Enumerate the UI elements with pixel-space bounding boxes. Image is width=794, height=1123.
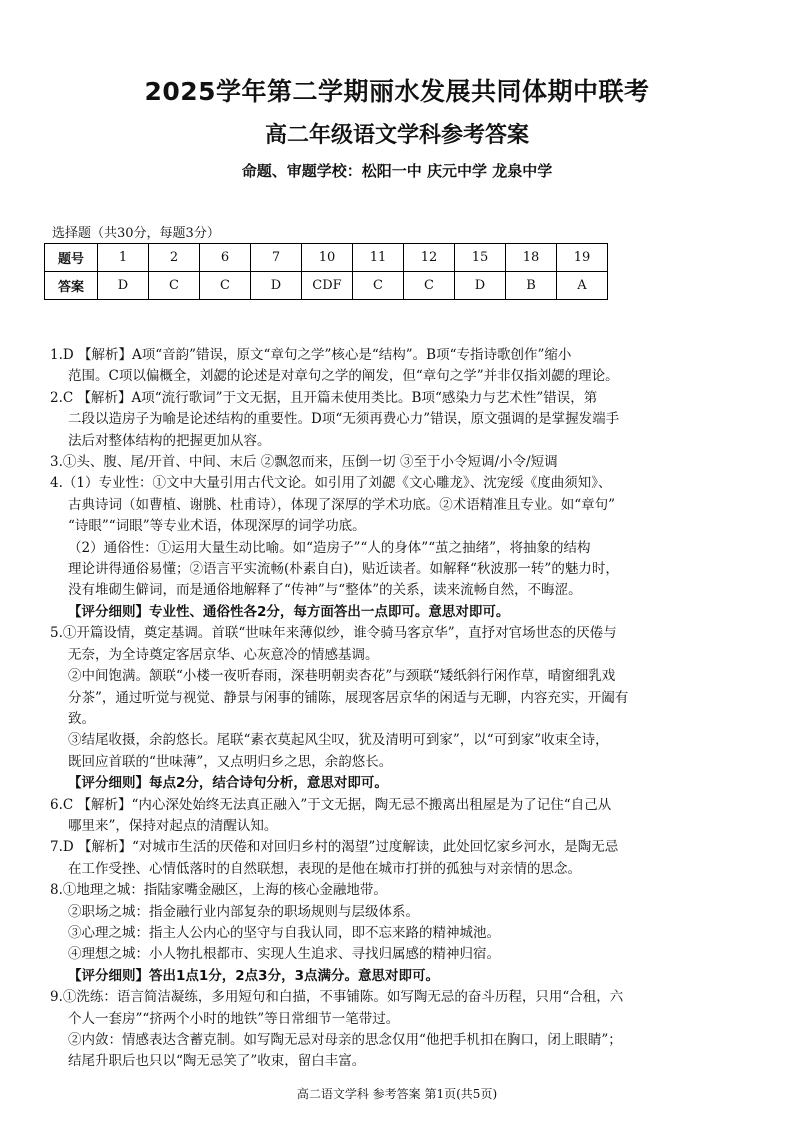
question-number: 1 xyxy=(98,244,149,272)
text-line: 没有堆砌生僻词，而是通俗地解释了“传神”与“整体”的关系，读来流畅自然，不晦涩。 xyxy=(68,582,582,599)
table-row xyxy=(45,244,608,272)
text-line: 8.①地理之城：指陆家嘴金融区，上海的核心金融地带。 xyxy=(50,882,387,899)
text-line: 结尾升职后也只以“陶无忌笑了”收束，留白丰富。 xyxy=(68,1053,366,1070)
answer-cell: B xyxy=(506,272,557,300)
table-row xyxy=(45,272,608,300)
text-line: 分茶”，通过听觉与视觉、静景与闲事的铺陈，展现客居京华的闲适与无聊，内容充实，开阖有 xyxy=(68,689,629,706)
table-caption: 选择题（共30分，每题3分） xyxy=(52,226,220,241)
question-number: 12 xyxy=(404,244,455,272)
text-line: 2.C 【解析】A项“流行歌词”于文无据，且开篇未使用类比。B项“感染力与艺术性”错误，第 xyxy=(50,389,598,406)
question-number: 7 xyxy=(251,244,302,272)
text-line: 5.①开篇设情，奠定基调。首联“世味年来薄似纱，谁令骑马客京华”，直抒对官场世态的厌倦与 xyxy=(50,625,617,642)
answer-cell: C xyxy=(149,272,200,300)
text-line: ②中间饱满。颔联“小楼一夜听春雨，深巷明朝卖杏花”与颈联“矮纸斜行闲作草，晴窗细乳戏 xyxy=(68,668,616,685)
page-subtitle: 高二年级语文学科参考答案 xyxy=(264,123,529,148)
answer-explanations xyxy=(50,345,746,1073)
text-line: 理论讲得通俗易懂；②语言平实流畅(朴素自白)，贴近读者。如解释“秋波那一转”的魅力时， xyxy=(68,561,619,578)
answer-cell: A xyxy=(557,272,608,300)
answer-cell: CDF xyxy=(302,272,353,300)
text-line: 9.①洗练：语言简洁凝练，多用短句和白描，不事铺陈。如写陶无忌的奋斗历程，只用“合租，六 xyxy=(50,989,624,1006)
text-line: 无奈，为全诗奠定客居京华、心灰意冷的情感基调。 xyxy=(68,646,379,663)
question-number: 2 xyxy=(149,244,200,272)
text-line: 法后对整体结构的把握更加从容。 xyxy=(68,432,271,449)
answer-cell: C xyxy=(200,272,251,300)
text-line: ②内敛：情感表达含蓄克制。如写陶无忌对母亲的思念仅用“他把手机扣在胸口，闭上眼睛”； xyxy=(68,1032,622,1048)
question-number: 6 xyxy=(200,244,251,272)
text-line: 古典诗词（如曹植、谢朓、杜甫诗），体现了深厚的学术功底。②术语精准且专业。如“章句” xyxy=(68,496,616,513)
answer-cell: C xyxy=(353,272,404,300)
text-line: 7.D 【解析】“对城市生活的厌倦和对回归乡村的渴望”过度解读，此处回忆家乡河水，是陶无忌 xyxy=(50,839,619,856)
text-line: 范围。C项以偏概全，刘勰的论述是对章句之学的阐发，但“章句之学”并非仅指刘勰的理论。 xyxy=(68,368,619,385)
question-number: 19 xyxy=(557,244,608,272)
text-line: 哪里来”，保持对起点的清醒认知。 xyxy=(68,817,278,834)
question-number: 15 xyxy=(455,244,506,272)
page-title: 2025学年第二学期丽水发展共同体期中联考 xyxy=(144,77,650,106)
question-number: 11 xyxy=(353,244,404,272)
row-label-answer: 答案 xyxy=(45,272,98,300)
text-line: 3.①头、腹、尾/开首、中间、末后 ②飘忽而来，压倒一切 ③至于小令短调/小令/短调 xyxy=(50,454,558,471)
question-number: 18 xyxy=(506,244,557,272)
answer-cell: C xyxy=(404,272,455,300)
text-line: 致。 xyxy=(68,710,95,727)
scoring-rule: 【评分细则】每点2分，结合诗句分析，意思对即可。 xyxy=(68,775,388,792)
row-label-number: 题号 xyxy=(45,244,98,272)
text-line: 4.（1）专业性：①文中大量引用古代文论。如引用了刘勰《文心雕龙》、沈宠绥《度曲须知》、 xyxy=(50,475,612,492)
text-line: 既回应首联的“世味薄”，又点明归乡之思，余韵悠长。 xyxy=(68,753,393,770)
text-line: 6.C 【解析】“内心深处始终无法真正融入”于文无据，陶无忌不搬离出租屋是为了记住“自己从 xyxy=(50,796,612,813)
text-line: ④理想之城：小人物扎根都市、实现人生追求、寻找归属感的精神归宿。 xyxy=(68,946,500,963)
text-line: 1.D 【解析】A项“音韵”错误，原文“章句之学”核心是“结构”。B项“专指诗歌创作”缩小 xyxy=(50,347,572,363)
scoring-rule: 【评分细则】专业性、通俗性各2分，每方面答出一点即可。意思对即可。 xyxy=(68,603,510,620)
answer-cell: D xyxy=(455,272,506,300)
author-schools: 命题、审题学校：松阳一中 庆元中学 龙泉中学 xyxy=(241,162,553,180)
answer-cell: D xyxy=(98,272,149,300)
scoring-rule: 【评分细则】答出1点1分，2点3分，3点满分。意思对即可。 xyxy=(68,967,439,984)
text-line: 二段以造房子为喻是论述结构的重要性。D项“无须再费心力”错误，原文强调的是掌握发端手 xyxy=(68,411,620,428)
text-line: ③心理之城：指主人公内心的坚守与自我认同，即不忘来路的精神城池。 xyxy=(68,924,500,941)
text-line: 在工作受挫、心情低落时的自然联想，表现的是他在城市打拼的孤独与对亲情的思念。 xyxy=(68,860,581,877)
page-footer: 高二语文学科 参考答案 第1页(共5页) xyxy=(296,1087,498,1101)
answer-cell: D xyxy=(251,272,302,300)
question-number: 10 xyxy=(302,244,353,272)
text-line: ②职场之城：指金融行业内部复杂的职场规则与层级体系。 xyxy=(68,903,419,920)
text-line: （2）通俗性：①运用大量生动比喻。如“造房子”“人的身体”“茧之抽绪”，将抽象的结构 xyxy=(68,539,591,556)
text-line: 个人一套房”“挤两个小时的地铁”等日常细节一笔带过。 xyxy=(68,1010,400,1027)
text-line: “诗眼”“词眼”等专业术语，体现深厚的词学功底。 xyxy=(68,518,366,535)
answer-table xyxy=(44,243,608,300)
text-line: ③结尾收摄，余韵悠长。尾联“素衣莫起风尘叹，犹及清明可到家”，以“可到家”收束全诗， xyxy=(68,732,609,749)
